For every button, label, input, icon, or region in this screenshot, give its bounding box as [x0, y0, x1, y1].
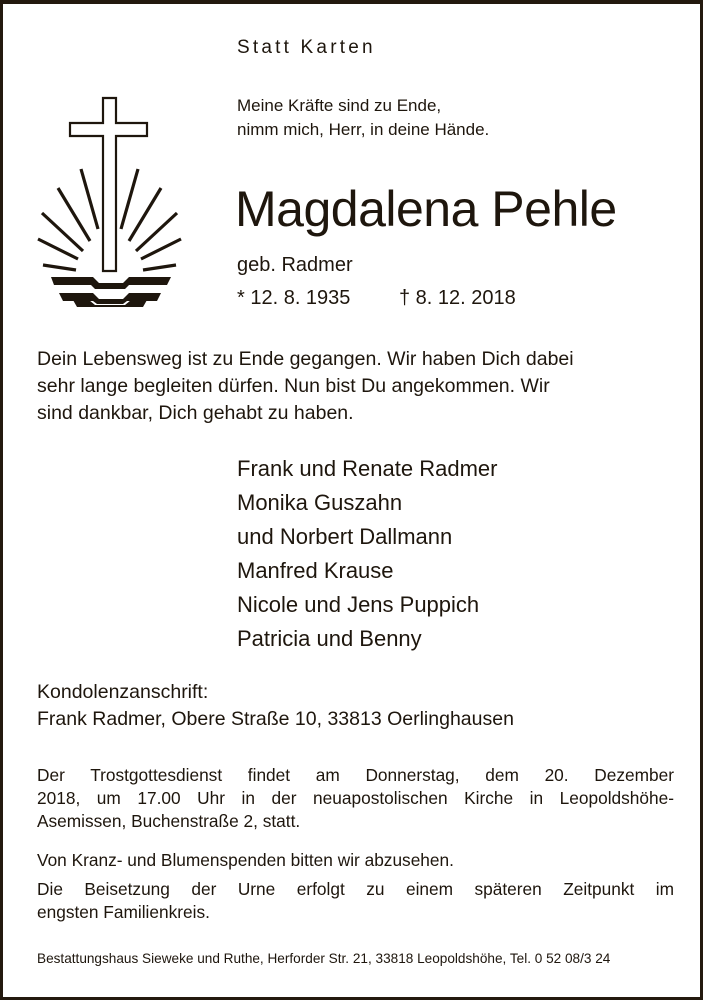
service-line: Der Trostgottesdienst findet am Donnerstag, dem 20. Dezember: [37, 765, 674, 785]
maiden-name: geb. Radmer: [237, 254, 353, 276]
deceased-name: Magdalena Pehle: [235, 181, 617, 237]
notice-heading: Statt Karten: [237, 37, 376, 58]
intro-line: Dein Lebensweg ist zu Ende gegangen. Wir haben Dich dabei: [37, 348, 574, 370]
mourners-list: [237, 452, 497, 656]
service-line: 2018, um 17.00 Uhr in der neuapostolischen Kirche in Leopoldshöhe-: [37, 788, 674, 808]
condolence-address: Frank Radmer, Obere Straße 10, 33813 Oerlinghausen: [37, 708, 514, 730]
mourner: Monika Guszahn: [237, 490, 403, 515]
mourner: Nicole und Jens Puppich: [237, 592, 480, 617]
death-date: † 8. 12. 2018: [399, 287, 516, 309]
service-line: Asemissen, Buchenstraße 2, statt.: [37, 811, 301, 831]
service-info: [37, 764, 674, 833]
mourner: und Norbert Dallmann: [237, 524, 453, 549]
cross-with-rays-and-waves-icon: [33, 89, 183, 309]
mourner: Frank und Renate Radmer: [237, 456, 498, 481]
mourner: Patricia und Benny: [237, 626, 422, 651]
urn-line: Die Beisetzung der Urne erfolgt zu einem späteren Zeitpunkt im: [37, 879, 674, 899]
condolence-address-block: [37, 679, 514, 733]
bible-verse: [237, 94, 489, 142]
mourner: Manfred Krause: [237, 558, 394, 583]
birth-date: * 12. 8. 1935: [237, 287, 351, 309]
intro-text: [37, 346, 677, 427]
condolence-label: Kondolenzanschrift:: [37, 681, 209, 703]
verse-line: nimm mich, Herr, in deine Hände.: [237, 120, 490, 139]
funeral-home-footer: Bestattungshaus Sieweke und Ruthe, Herforder Str. 21, 33818 Leopoldshöhe, Tel. 0 52 08/3 24: [37, 951, 611, 966]
verse-line: Meine Kräfte sind zu Ende,: [237, 96, 442, 115]
urn-line: engsten Familienkreis.: [37, 902, 210, 922]
wreath-note: Von Kranz- und Blumenspenden bitten wir abzusehen.: [37, 850, 454, 870]
urn-burial-info: [37, 878, 674, 924]
intro-line: sehr lange begleiten dürfen. Nun bist Du angekommen. Wir: [37, 375, 550, 397]
intro-line: sind dankbar, Dich gehabt zu haben.: [37, 402, 354, 424]
life-dates: [237, 287, 516, 310]
